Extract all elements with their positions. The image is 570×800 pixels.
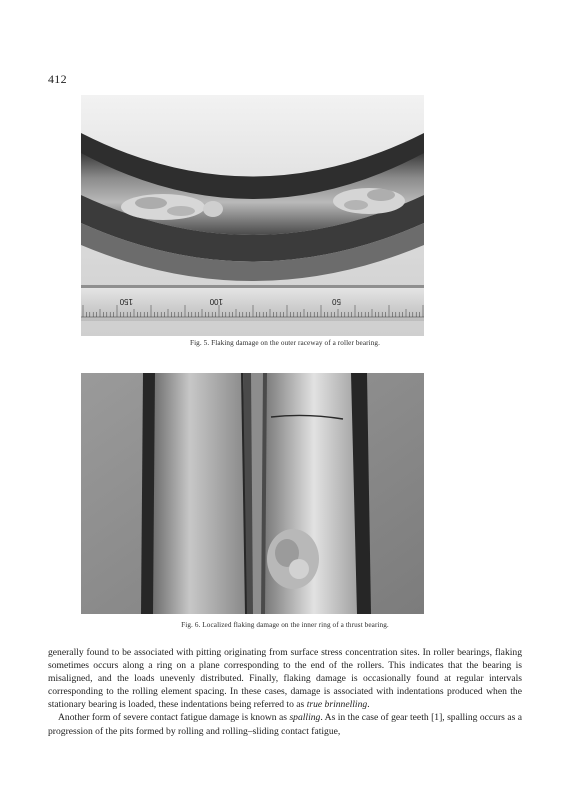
figure-6-caption: Fig. 6. Localized flaking damage on the inner ring of a thrust bearing. [181,621,389,629]
figure-6-photo [81,373,424,614]
paragraph-2 [48,711,522,737]
paragraph-1-end: . [367,699,370,711]
term-true-brinnelling: true brinnelling [306,699,368,711]
ruler [81,285,424,321]
ruler-label-150: 150 [119,297,133,306]
flaking-patch [267,529,319,589]
paragraph-1 [48,646,522,711]
flaking-patch-right [333,188,405,214]
paragraph-2-end: . As in the case of gear teeth [1], spalling occurs as a progression of the pits formed by rolling and rolling–sliding contact fatigue, [48,712,522,737]
term-spalling: spalling [289,712,321,724]
page-number: 412 [48,72,67,86]
paragraph-1-text: generally found to be associated with pitting originating from surface stress concentration sites. In roller bearings, flaking sometimes occurs along a ring on a plane corresponding to the end of the rollers. This indicates that the bearing is misaligned, and the loads unevenly distributed. Finally, flaking damage is occasionally found at regular intervals corresponding to the rolling element spacing. In these cases, damage is associated with indentations produced when the stationary bearing is loaded, these indentations being referred to as [48,647,522,711]
ruler-label-100: 100 [209,297,223,306]
ruler-label-50: 50 [332,297,341,306]
paragraph-2-text: Another form of severe contact fatigue damage is known as [58,712,290,724]
figure-5-caption: Fig. 5. Flaking damage on the outer raceway of a roller bearing. [189,339,381,347]
figure-5-photo [81,95,424,336]
body-text [48,646,522,738]
